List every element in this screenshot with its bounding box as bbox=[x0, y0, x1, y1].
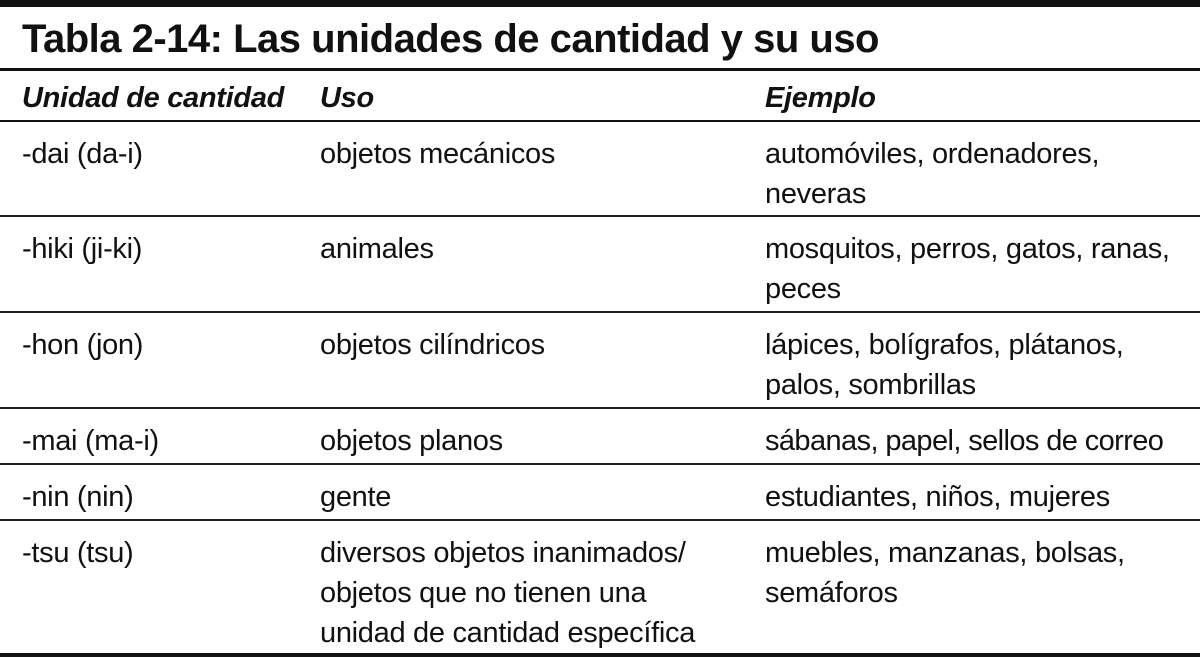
table-row bbox=[0, 521, 1200, 653]
table-row bbox=[0, 313, 1200, 406]
cell-unit: -hiki (ji-ki) bbox=[22, 233, 143, 265]
cell-unit: -mai (ma-i) bbox=[22, 425, 159, 457]
cell-example: automóviles, ordenadores, neveras bbox=[765, 138, 1100, 210]
cell-use: diversos objetos inanimados/ objetos que no tienen una unidad de cantidad específica bbox=[320, 537, 696, 649]
cell-unit: -nin (nin) bbox=[22, 481, 134, 513]
header-example: Ejemplo bbox=[765, 82, 876, 114]
cell-example: muebles, manzanas, bolsas, semáforos bbox=[765, 537, 1125, 609]
cell-use: objetos mecánicos bbox=[320, 138, 556, 170]
cell-example: mosquitos, perros, gatos, ranas, peces bbox=[765, 233, 1170, 305]
header-use: Uso bbox=[320, 82, 374, 114]
header-unit: Unidad de cantidad bbox=[22, 82, 285, 114]
cell-example: lápices, bolígrafos, plátanos, palos, sombrillas bbox=[765, 329, 1124, 401]
cell-use: objetos planos bbox=[320, 425, 503, 457]
cell-example: sábanas, papel, sellos de correo bbox=[765, 425, 1164, 457]
cell-example: estudiantes, niños, mujeres bbox=[765, 481, 1110, 513]
table-row bbox=[0, 217, 1200, 310]
cell-unit: -hon (jon) bbox=[22, 329, 144, 361]
cell-use: animales bbox=[320, 233, 434, 265]
top-rule bbox=[0, 0, 1200, 7]
table-title: Tabla 2-14: Las unidades de cantidad y su uso bbox=[22, 17, 879, 61]
title-rule bbox=[0, 68, 1200, 71]
header-row bbox=[0, 74, 1200, 120]
bottom-rule bbox=[0, 653, 1200, 657]
table-row bbox=[0, 465, 1200, 519]
table-row bbox=[0, 122, 1200, 215]
cell-use: gente bbox=[320, 481, 392, 513]
cell-unit: -dai (da-i) bbox=[22, 138, 143, 170]
cell-use: objetos cilíndricos bbox=[320, 329, 545, 361]
table-row bbox=[0, 409, 1200, 463]
cell-unit: -tsu (tsu) bbox=[22, 537, 134, 569]
